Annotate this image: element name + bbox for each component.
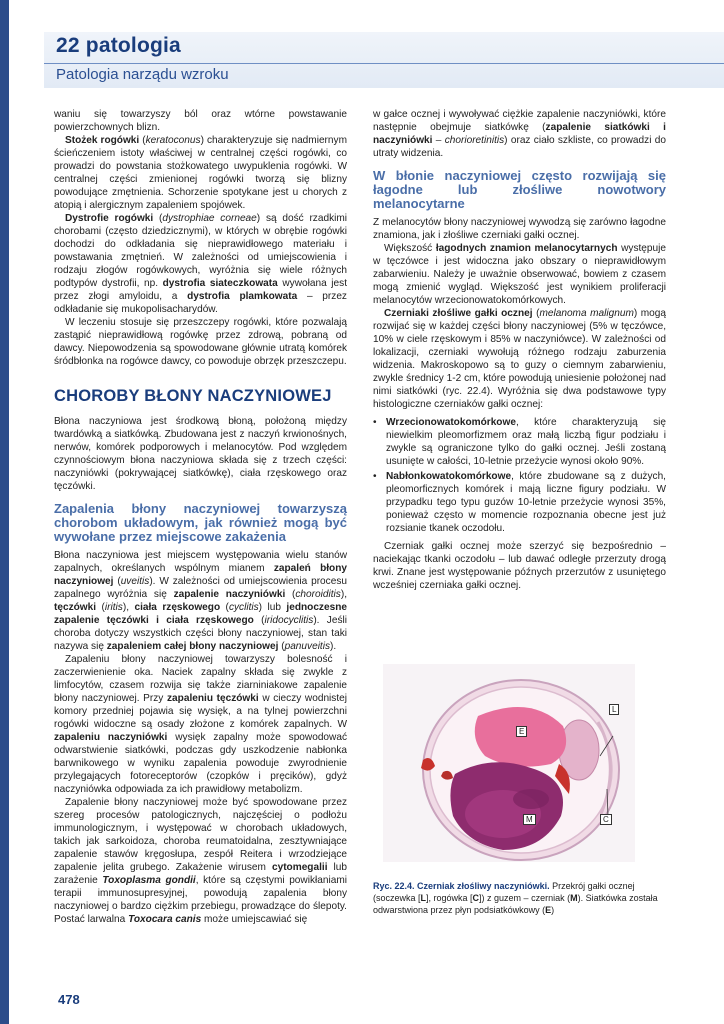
paragraph: W leczeniu stosuje się przeszczepy rogówki, które pozwalają zastąpić nieprawidłową rogówkę przez zdrową, pobraną od dawcy. Niepowodzenia są spowodowane głównie utratą komórek śródbłonka na rogówce dawcy, co powoduje obrzęk przeszczepu. bbox=[54, 317, 347, 367]
histology-figure bbox=[383, 664, 635, 862]
label-cornea: C bbox=[600, 814, 612, 825]
section-heading: CHOROBY BŁONY NACZYNIOWEJ bbox=[54, 387, 332, 405]
bullet-icon: • bbox=[373, 471, 377, 482]
page-number: 478 bbox=[58, 992, 80, 1007]
bullet-icon: • bbox=[373, 417, 377, 428]
paragraph: Zapaleniu błony naczyniowej towarzyszy bolesność i zaczerwienienie oka. Naciek zapalny składa się zwykle z limfocytów, czasem rozwija się także ziarniniakowe zapalenie błony naczyniowej. Przy zapaleniu tęczówki w cieczy wodnistej komory przedniej pojawia się wysięk, a na tylnej powierzchni rogówki widoczne są osady złożone z komórek zapalnych. W zapaleniu naczyniówki wysięk zapalny może spowodować odwarstwienie siatkówki, podczas gdy uszkodzenie nabłonka barwnikowego w wyniku zapalenia powoduje zwyrodnienie przylegających fotoreceptorów (czopków i pręcików), gdyż naczyniówka odpowiada za ich prawidłowy metabolizm. bbox=[54, 654, 348, 795]
paragraph: Błona naczyniowa jest środkową błoną, położoną między twardówką a siatkówką. Zbudowana jest z naczyń krwionośnych, nerwów, komórek podporowych i melanocytów. Pod względem czynnościowym błona naczyniowa składa się z trzech części: naczyniówki (pokrywającej siatkówkę), ciała rzęskowego oraz tęczówki. bbox=[54, 416, 347, 492]
paragraph: Większość łagodnych znamion melanocytarnych występuje w tęczówce i jest widoczna jako obszary o nieprawidłowym zabarwieniu. Należy je uważnie obserwować, bowiem z czasem mogą zmienić wygląd. Większość jest wynikiem proliferacji melanocytów wrzecionowatokomórkowych. bbox=[373, 243, 666, 306]
right-column bbox=[373, 108, 666, 592]
list-item: • Nabłonkowatokomórkowe, które zbudowane są z dużych, pleomorficznych komórek i mają liczne figury podziału. W przypadku tego typu guzów 10-letnie przeżycie wynosi 35%, ponieważ często w momencie rozpoznania obecne jest już rozsianie tkanek oczodołu. bbox=[373, 471, 666, 534]
chapter-subtitle: Patologia narządu wzroku bbox=[56, 66, 229, 83]
eye-cross-section-image bbox=[383, 664, 635, 862]
header-rule bbox=[44, 63, 724, 64]
label-melanoma: M bbox=[523, 814, 536, 825]
label-exudate: E bbox=[516, 726, 527, 737]
left-column bbox=[54, 108, 347, 926]
left-edge-bar bbox=[0, 0, 9, 1024]
paragraph: Czerniaki złośliwe gałki ocznej (melanoma malignum) mogą rozwijać się w każdej części błony naczyniowej (5% w tęczówce, 10% w ciele rzęskowym i 85% w naczyniówce). W zależności od lokalizacji, czerniaki wywołują różnego rodzaju zaburzenia widzenia. Makroskopowo są to guzy o ciemnym zabarwieniu, zwykle średnicy 1-2 cm, które powodują uniesienie położonej nad nimi siatkówki (ryc. 22.4). Wyróżnia się dwa podstawowe typy histologiczne czerniaków gałki ocznej: bbox=[373, 308, 666, 410]
paragraph: waniu się towarzyszy ból oraz wtórne powstawanie powierzchownych blizn. bbox=[54, 109, 347, 133]
paragraph: Czerniak gałki ocznej może szerzyć się bezpośrednio – naciekając tkanki oczodołu – lub dawać odległe przerzuty drogą krwi. Znane jest występowanie późnych przerzutów z usuniętego wcześniej czerniaka gałki ocznej. bbox=[373, 541, 666, 591]
melanoma-type-list bbox=[373, 416, 666, 535]
paragraph: Z melanocytów błony naczyniowej wywodzą się zarówno łagodne znamiona, jak i złośliwe czerniaki gałki ocznej. bbox=[373, 217, 666, 241]
label-lens: L bbox=[609, 704, 619, 715]
page-header bbox=[44, 32, 724, 88]
paragraph: Zapalenie błony naczyniowej może być spowodowane przez szereg procesów patologicznych, najczęściej o podłożu immunologicznym, i występować w chorobach układowych, takich jak sarkoidoza, choroba reumatoidalna, zesztywniające zapalenie stawów kręgosłupa, zespół Reitera i wrzodziejące zapalenie jelita grubego. Zakażenie wirusem cytomegalii lub zarażenie Toxoplasma gondii, które są częstymi powikłaniami terapii immunosupresyjnej, powodują zapalenia błony naczyniowej o bardzo ciężkim przebiegu, prowadzące do ślepoty. Postać larwalna Toxocara canis może umiejscawiać się bbox=[54, 797, 347, 925]
list-item: • Wrzecionowatokomórkowe, które charakteryzują się niewielkim pleomorfizmem oraz małą liczbą figur podziału i zwykle są ograniczone tylko do gałki ocznej. Jeśli zostaną usunięte w całości, 10-letnie przeżycie wynosi około 90%. bbox=[373, 417, 666, 467]
chapter-title: 22 patologia bbox=[56, 34, 181, 57]
paragraph: w gałce ocznej i wywoływać ciężkie zapalenie naczyniówki, które następnie obejmuje siatkówkę (zapalenie siatkówki i naczyniówki – chorioretinitis) oraz ciało szkliste, co prowadzi do utraty widzenia. bbox=[373, 109, 666, 159]
paragraph: Stożek rogówki (keratoconus) charakteryzuje się nadmiernym ścieńczeniem istoty właściwej w centralnej części rogówki, co prowadzi do powstania stożkowatego uwypuklenia rogówki. W centralnej części zmienionej rogówki tworzą się blizny powodujące zmętnienia. Schorzenie spotykane jest u chorych z atopią i alergicznym zapaleniem spojówek. bbox=[54, 135, 347, 211]
figure-caption: Ryc. 22.4. Czerniak złośliwy naczyniówki. Przekrój gałki ocznej (soczewka [L], rogówka [C]) z guzem – czerniak (M). Siatkówka została odwarstwiona przez płyn podsiatkówkowy (E) bbox=[373, 881, 658, 915]
subsection-heading: Zapalenia błony naczyniowej towarzyszą chorobom układowym, jak również mogą być wywołane przez miejscowe zakażenia bbox=[54, 501, 347, 544]
subsection-heading: W błonie naczyniowej często rozwijają się łagodne lub złośliwe nowotwory melanocytarne bbox=[373, 168, 666, 211]
paragraph: Błona naczyniowa jest miejscem występowania wielu stanów zapalnych, określanych wspólnym mianem zapaleń błony naczyniowej (uveitis). W zależności od umiejscowienia procesu zapalnego wyróżnia się zapalenie naczyniówki (choroiditis), tęczówki (iritis), ciała rzęskowego (cyclitis) lub jednoczesne zapalenie tęczówki i ciała rzęskowego (iridocyclitis). Jeśli choroba dotyczy wszystkich części błony naczyniowej, stan taki nazywa się zapaleniem całej błony naczyniowej (panuveitis). bbox=[54, 550, 347, 652]
paragraph: Dystrofie rogówki (dystrophiae corneae) są dość rzadkimi chorobami (często dziedzicznymi), w których w obrębie rogówki dochodzi do odkładania się nieprawidłowego materiału i powstawania zmętnień. W zależności od umiejscowienia i rodzaju złogów rogówkowych, wyróżnia się wiele różnych podtypów dystrofii, np. dystrofia siateczkowata wywołana jest przez złogi amyloidu, a dystrofia plamkowata – przez odkładanie się mukopolisacharydów. bbox=[54, 213, 348, 315]
